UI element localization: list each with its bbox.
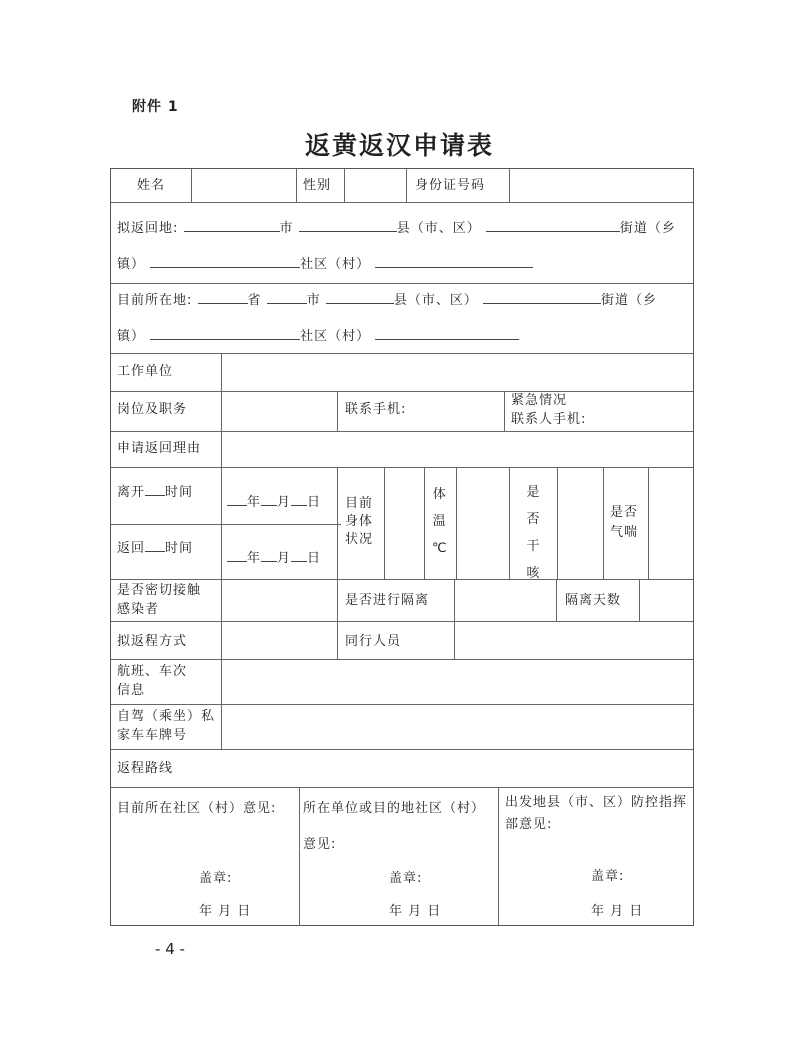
unit-date: 年 月 日	[389, 904, 442, 919]
return-time-label	[117, 537, 193, 559]
temperature-label	[432, 481, 448, 562]
temp-char2: 温	[432, 514, 447, 529]
id-number-label: 身份证号码	[415, 178, 486, 193]
flight-line1: 航班、车次	[117, 664, 188, 679]
reason-field[interactable]	[223, 433, 691, 465]
day-text: 日	[307, 551, 322, 566]
car-line1: 自驾（乘坐）私	[117, 709, 216, 724]
leave-blank[interactable]	[145, 481, 165, 496]
health-line3: 状况	[345, 532, 374, 547]
contact-line2: 感染者	[117, 602, 160, 617]
leave-date[interactable]	[227, 491, 321, 513]
county-opinion-label: 出发地县（市、区）防控指挥	[505, 795, 688, 810]
page-number: - 4 -	[155, 940, 185, 958]
asthma-field[interactable]	[650, 469, 691, 577]
work-unit-field[interactable]	[223, 355, 691, 389]
car-plate-label	[117, 707, 215, 745]
flight-label	[117, 662, 187, 700]
return-town-blank[interactable]	[150, 253, 300, 268]
return-year-blank[interactable]	[227, 547, 247, 562]
reason-label: 申请返回理由	[117, 441, 202, 456]
current-place-label: 目前所在地:	[117, 293, 193, 308]
leave-time-label	[117, 481, 193, 503]
attachment-label: 附件 1	[132, 99, 179, 115]
community-opinion-label: 目前所在社区（村）意见:	[117, 801, 277, 816]
car-plate-field[interactable]	[223, 706, 691, 747]
leave-prefix: 离开	[117, 485, 146, 500]
unit-opinion-label2: 意见:	[303, 837, 337, 852]
contact-line1: 是否密切接触	[117, 583, 202, 598]
return-street-blank[interactable]	[486, 217, 620, 232]
year-text: 年	[247, 495, 262, 510]
current-county-blank[interactable]	[326, 289, 394, 304]
unit-opinion-label: 所在单位或目的地社区（村）	[303, 801, 486, 816]
month-text: 月	[277, 495, 292, 510]
leave-day-blank[interactable]	[291, 491, 307, 506]
name-field[interactable]	[193, 171, 294, 200]
application-form	[110, 168, 694, 926]
leave-year-blank[interactable]	[227, 491, 247, 506]
health-line1: 目前	[345, 496, 374, 511]
return-county-blank[interactable]	[299, 217, 397, 232]
year-text: 年	[247, 551, 262, 566]
city-text: 市	[306, 293, 321, 308]
contact-infected-field[interactable]	[223, 581, 335, 619]
back-suffix: 时间	[165, 541, 194, 556]
county-text: 县（市、区）	[396, 221, 481, 236]
flight-line2: 信息	[117, 683, 146, 698]
emergency-contact-label	[511, 391, 586, 429]
health-field[interactable]	[386, 469, 422, 577]
community-text: 社区（村）	[300, 329, 371, 344]
current-province-blank[interactable]	[198, 289, 248, 304]
back-prefix: 返回	[117, 541, 146, 556]
route-label: 返程路线	[117, 761, 174, 776]
flight-field[interactable]	[223, 661, 691, 702]
dry-cough-label: 是否干咳	[526, 485, 540, 581]
leave-suffix: 时间	[165, 485, 194, 500]
quarantine-label: 是否进行隔离	[345, 593, 430, 608]
return-date[interactable]	[227, 547, 321, 569]
form-title: 返黄返汉申请表	[304, 131, 494, 160]
street-text: 街道（乡	[601, 293, 658, 308]
asthma-line2: 气喘	[610, 525, 639, 540]
community-date: 年 月 日	[199, 904, 252, 919]
county-date: 年 月 日	[591, 904, 644, 919]
month-text: 月	[277, 551, 292, 566]
street-text: 街道（乡	[619, 221, 676, 236]
town-text: 镇）	[117, 329, 146, 344]
asthma-label	[610, 503, 638, 543]
route-field[interactable]	[223, 751, 691, 785]
quarantine-days-field[interactable]	[641, 581, 691, 619]
companions-field[interactable]	[456, 623, 691, 657]
return-place-line2[interactable]	[117, 253, 533, 275]
return-month-blank[interactable]	[261, 547, 277, 562]
position-label: 岗位及职务	[117, 402, 188, 417]
name-label: 姓名	[137, 178, 166, 193]
county-text: 县（市、区）	[393, 293, 478, 308]
return-day-blank[interactable]	[291, 547, 307, 562]
current-street-blank[interactable]	[483, 289, 601, 304]
transport-field[interactable]	[223, 623, 335, 657]
temp-char1: 体	[432, 487, 447, 502]
current-place-line1[interactable]	[117, 289, 657, 311]
city-text: 市	[279, 221, 294, 236]
gender-label: 性别	[303, 178, 332, 193]
return-city-blank[interactable]	[184, 217, 280, 232]
car-line2: 家车车牌号	[117, 728, 188, 743]
town-text: 镇）	[117, 257, 146, 272]
province-text: 省	[247, 293, 262, 308]
quarantine-field[interactable]	[456, 581, 554, 619]
return-place-label: 拟返回地:	[117, 221, 179, 236]
community-text: 社区（村）	[300, 257, 371, 272]
county-opinion-label2: 部意见:	[505, 817, 553, 832]
emergency-line2: 联系人手机:	[511, 412, 587, 427]
temp-unit: ℃	[432, 541, 448, 556]
work-unit-label: 工作单位	[117, 364, 174, 379]
position-field[interactable]	[223, 393, 335, 429]
id-number-field[interactable]	[511, 171, 691, 200]
return-community-blank[interactable]	[375, 253, 533, 268]
companions-label: 同行人员	[345, 634, 402, 649]
contact-phone-label: 联系手机:	[345, 402, 407, 417]
return-place-line1[interactable]	[117, 217, 676, 239]
gender-field[interactable]	[346, 171, 404, 200]
community-seal-label: 盖章:	[199, 871, 233, 886]
asthma-line1: 是否	[610, 505, 639, 520]
temperature-field[interactable]	[458, 469, 507, 577]
back-blank[interactable]	[145, 537, 165, 552]
emergency-line1: 紧急情况	[511, 393, 568, 408]
unit-seal-label: 盖章:	[389, 871, 423, 886]
current-city-blank[interactable]	[267, 289, 307, 304]
leave-month-blank[interactable]	[261, 491, 277, 506]
transport-label: 拟返程方式	[117, 634, 188, 649]
dry-cough-field[interactable]	[559, 469, 601, 577]
current-town-blank[interactable]	[150, 325, 300, 340]
health-line2: 身体	[345, 514, 374, 529]
contact-infected-label	[117, 581, 201, 619]
current-community-blank[interactable]	[375, 325, 519, 340]
current-place-line2[interactable]	[117, 325, 519, 347]
quarantine-days-label: 隔离天数	[565, 593, 622, 608]
health-label	[345, 495, 373, 549]
county-seal-label: 盖章:	[591, 869, 625, 884]
day-text: 日	[307, 495, 322, 510]
